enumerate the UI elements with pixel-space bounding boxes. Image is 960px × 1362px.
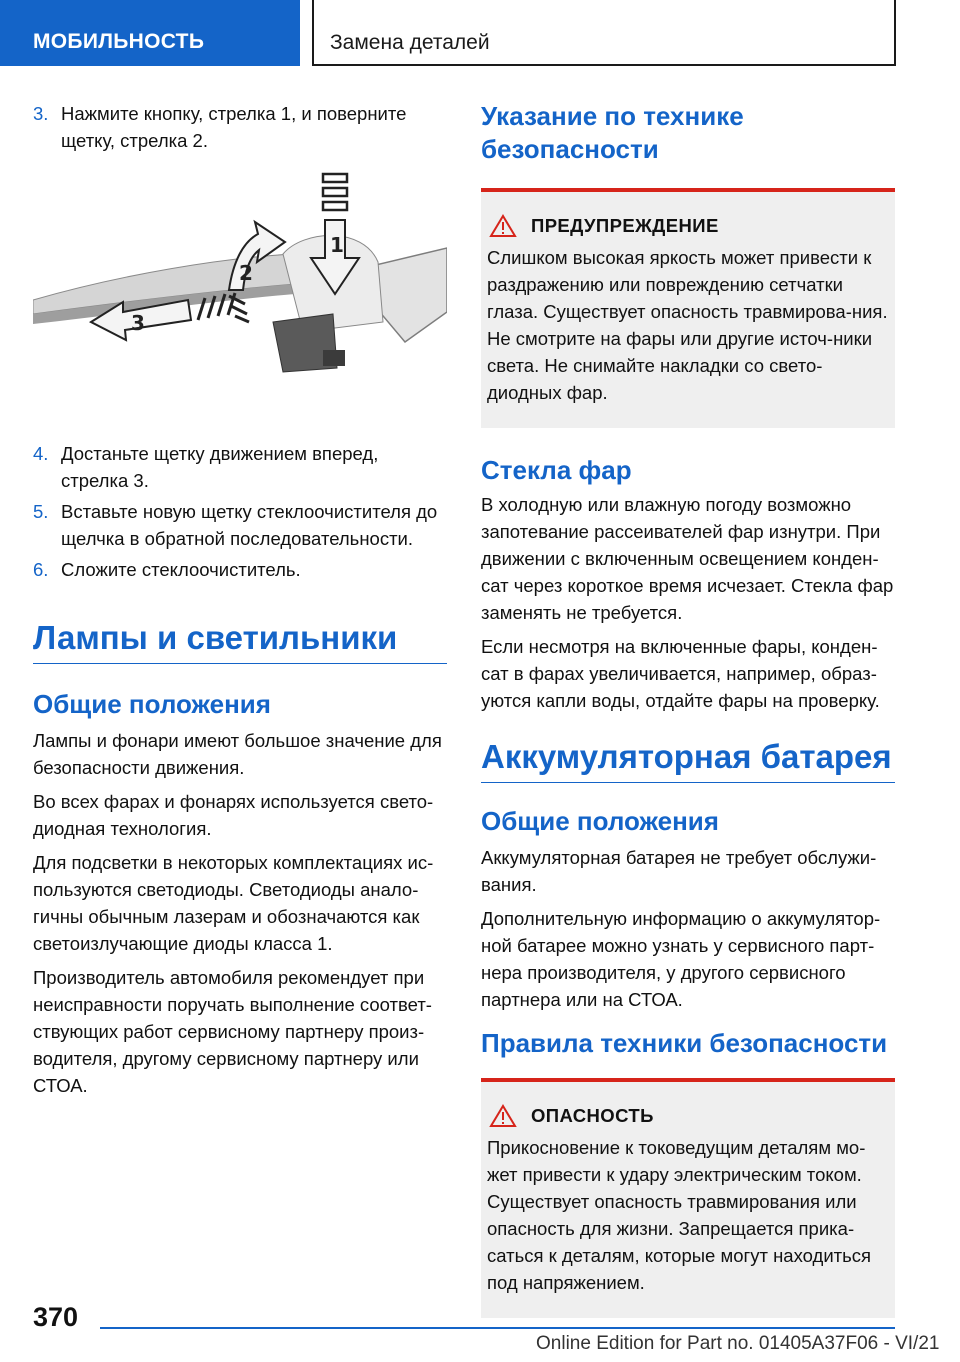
step-text: Вставьте новую щетку стеклоочистителя до щелчка в обратной последовательности. [61, 501, 438, 549]
right-column [481, 100, 895, 1318]
arrow-1-label: 1 [330, 233, 344, 257]
paragraph: Производитель автомобиля рекомендует при неисправности поручать выполнение соответ-ствующих работ сервисному партнеру произ-водителя, другому сервисному партнеру или СТОА. [33, 967, 432, 1096]
danger-header [487, 1104, 889, 1128]
heading-safety-rules: Правила техники безопасности [481, 1028, 888, 1058]
wiper-diagram-svg [33, 172, 447, 412]
warning-title: ПРЕДУПРЕЖДЕНИЕ [531, 215, 719, 236]
step-text: Сложите стеклоочиститель. [61, 559, 301, 580]
step-number: 6. [33, 559, 49, 580]
danger-title: ОПАСНОСТЬ [531, 1105, 654, 1126]
heading-safety-notice: Указание по технике безопасности [481, 101, 744, 164]
step-number: 4. [33, 443, 49, 464]
paragraph: Если несмотря на включенные фары, конден-сат в фарах увеличивается, например, образ-уются капли воды, отдайте фары на проверку. [481, 636, 880, 711]
paragraph: Аккумуляторная батарея не требует обслужи-вания. [481, 847, 877, 895]
warning-header [487, 214, 889, 238]
page-number: 370 [33, 1302, 79, 1332]
section-tab: МОБИЛЬНОСТЬ [0, 0, 300, 66]
danger-text: Прикосновение к токоведущим деталям мо-жет привести к удару электрическим током. Существует опасность травмирования или опасность для жизни. Запрещается прика-саться к деталям, которые могут находиться под напряжением. [487, 1137, 872, 1293]
step-item [33, 100, 447, 154]
page-header-title: Замена деталей [312, 0, 896, 66]
heading-lamps: Лампы и светильники [33, 619, 447, 664]
warning-text: Слишком высокая яркость может привести к раздражению или повреждению сетчатки глаза. Существует опасность травмирова-ния. Не смотрите на фары или другие источ-ники света. Не снимайте накладки со свето-диодных фар. [487, 247, 888, 403]
footer-edition: Online Edition for Part no. 01405A37F06 - VI/21 [536, 1333, 940, 1354]
heading-general-battery: Общие положения [481, 806, 719, 836]
step-text: Достаньте щетку движением вперед, стрелка 3. [61, 443, 379, 491]
heading-battery: Аккумуляторная батарея [481, 738, 895, 783]
step-item [33, 498, 447, 552]
footer-divider [100, 1327, 895, 1329]
warning-box [481, 188, 895, 428]
arrow-2-label: 2 [239, 261, 253, 285]
heading-headlight-glass: Стекла фар [481, 455, 632, 485]
paragraph: Лампы и фонари имеют большое значение для безопасности движения. [33, 730, 442, 778]
warning-triangle-icon [489, 214, 517, 238]
wiper-illustration [33, 172, 447, 412]
step-number: 5. [33, 501, 49, 522]
paragraph: Дополнительную информацию о аккумулятор-ной батарее можно узнать у сервисного парт-нера производителя, у другого сервисного партнера или на СТОА. [481, 908, 881, 1010]
paragraph: Для подсветки в некоторых комплектациях ис-пользуются светодиоды. Светодиоды анало-гичны обычным лазерам и обозначаются как светоизлучающие диоды класса 1. [33, 852, 434, 954]
paragraph: В холодную или влажную погоду возможно запотевание рассеивателей фар изнутри. При движении с включенным освещением конден-сат через короткое время исчезает. Стекла фар заменять не требуется. [481, 494, 894, 623]
heading-general: Общие положения [33, 689, 271, 719]
step-item [33, 556, 447, 583]
danger-box [481, 1078, 895, 1318]
left-column [33, 100, 447, 1106]
danger-triangle-icon [489, 1104, 517, 1128]
step-item [33, 440, 447, 494]
step-number: 3. [33, 103, 49, 124]
arrow-3-label: 3 [131, 311, 145, 335]
paragraph: Во всех фарах и фонарях используется свето-диодная технология. [33, 791, 434, 839]
step-text: Нажмите кнопку, стрелка 1, и поверните щетку, стрелка 2. [61, 103, 407, 151]
